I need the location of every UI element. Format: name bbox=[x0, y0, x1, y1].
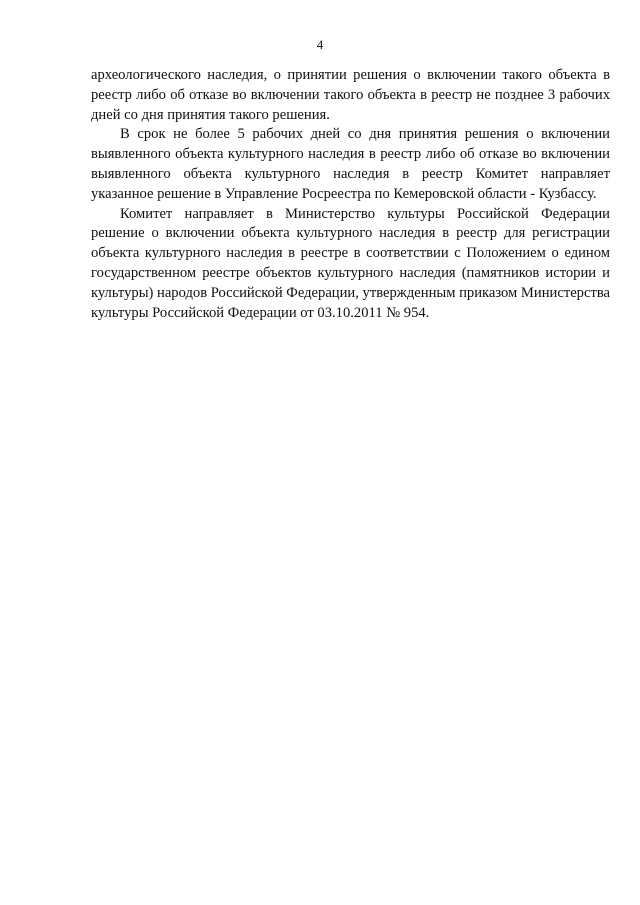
paragraph-continuation: археологического наследия, о принятии решения о включении такого объекта в реестр либо об отказе во включении такого объекта в реестр не позднее 3 рабочих дней со дня принятия такого решения. bbox=[91, 67, 610, 123]
page-number: 4 bbox=[316, 37, 324, 52]
paragraph-ministry-registration: Комитет направляет в Министерство культуры Российской Федерации решение о включении объекта культурного наследия в реестр для регистрации объекта культурного наследия в реестре в соответствии с Положением о едином государственном реестре объектов культурного наследия (памятников истории и культуры) народов Российской Федерации, утвержденным приказом Министерства культуры Российской Федерации от 03.10.2011 № 954. bbox=[91, 205, 610, 321]
document-body bbox=[91, 66, 610, 323]
paragraph-decision-deadline: В срок не более 5 рабочих дней со дня принятия решения о включении выявленного объекта культурного наследия в реестр либо об отказе во включении выявленного объекта культурного наследия в реестр Комитет направляет указанное решение в Управление Росреестра по Кемеровской области - Кузбассу. bbox=[91, 126, 610, 202]
